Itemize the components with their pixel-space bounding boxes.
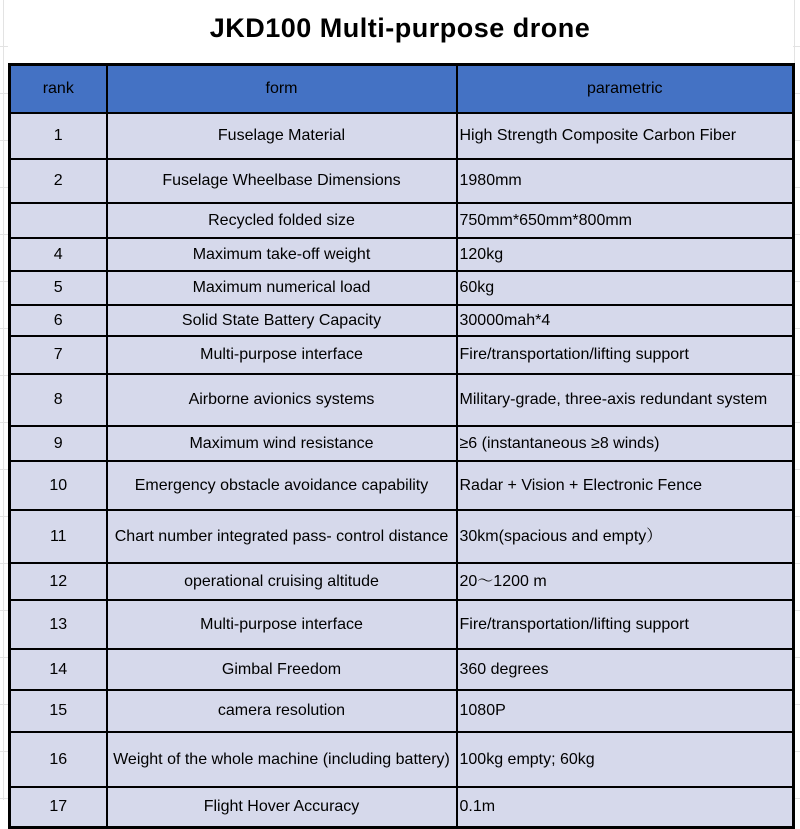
parametric-cell: 1980mm [457,159,794,203]
rank-cell: 10 [10,461,107,510]
table-row [10,690,794,732]
form-cell: camera resolution [107,690,457,732]
rank-cell: 12 [10,563,107,600]
parametric-cell: High Strength Composite Carbon Fiber [457,113,794,159]
parametric-cell: 750mm*650mm*800mm [457,203,794,238]
parametric-cell: 0.1m [457,787,794,828]
header-parametric: parametric [457,65,794,114]
parametric-cell: 1080P [457,690,794,732]
rank-cell: 14 [10,649,107,690]
table-row [10,159,794,203]
form-cell: Chart number integrated pass- control distance [107,510,457,563]
parametric-cell: Military-grade, three-axis redundant system [457,374,794,426]
table-row [10,336,794,374]
rank-cell: 7 [10,336,107,374]
header-form: form [107,65,457,114]
table-row [10,510,794,563]
table-row [10,732,794,787]
table-row [10,600,794,649]
parametric-cell: Fire/transportation/lifting support [457,336,794,374]
table-row [10,203,794,238]
rank-cell: 11 [10,510,107,563]
table-row [10,787,794,828]
parametric-cell: 20～1200 m [457,563,794,600]
spec-table-container [8,63,795,829]
table-header-row [10,65,794,114]
form-cell: Flight Hover Accuracy [107,787,457,828]
table-row [10,649,794,690]
table-row [10,113,794,159]
rank-cell: 13 [10,600,107,649]
rank-cell: 15 [10,690,107,732]
parametric-cell: ≥6 (instantaneous ≥8 winds) [457,426,794,461]
form-cell: Emergency obstacle avoidance capability [107,461,457,510]
parametric-cell: 30000mah*4 [457,305,794,336]
page-title: JKD100 Multi-purpose drone [209,12,591,43]
table-row [10,374,794,426]
form-cell: Maximum take-off weight [107,238,457,271]
form-cell: Recycled folded size [107,203,457,238]
table-row [10,426,794,461]
table-row [10,271,794,305]
sheet-gridline-vertical-left [3,0,4,800]
rank-cell: 16 [10,732,107,787]
form-cell: Fuselage Material [107,113,457,159]
form-cell: operational cruising altitude [107,563,457,600]
parametric-cell: 360 degrees [457,649,794,690]
parametric-cell: 120kg [457,238,794,271]
form-cell: Maximum numerical load [107,271,457,305]
form-cell: Airborne avionics systems [107,374,457,426]
table-row [10,461,794,510]
form-cell: Gimbal Freedom [107,649,457,690]
drone-spec-table [8,63,795,829]
rank-cell [10,203,107,238]
parametric-cell: Radar + Vision + Electronic Fence [457,461,794,510]
parametric-cell: Fire/transportation/lifting support [457,600,794,649]
form-cell: Solid State Battery Capacity [107,305,457,336]
rank-cell: 4 [10,238,107,271]
rank-cell: 8 [10,374,107,426]
header-rank: rank [10,65,107,114]
form-cell: Weight of the whole machine (including battery) [107,732,457,787]
rank-cell: 9 [10,426,107,461]
table-row [10,305,794,336]
parametric-cell: 30km(spacious and empty） [457,510,794,563]
form-cell: Multi-purpose interface [107,600,457,649]
table-row [10,238,794,271]
parametric-cell: 100kg empty; 60kg [457,732,794,787]
rank-cell: 6 [10,305,107,336]
form-cell: Fuselage Wheelbase Dimensions [107,159,457,203]
form-cell: Maximum wind resistance [107,426,457,461]
rank-cell: 1 [10,113,107,159]
form-cell: Multi-purpose interface [107,336,457,374]
sheet-gridlines-left [0,0,8,800]
rank-cell: 2 [10,159,107,203]
table-row [10,563,794,600]
rank-cell: 17 [10,787,107,828]
parametric-cell: 60kg [457,271,794,305]
rank-cell: 5 [10,271,107,305]
